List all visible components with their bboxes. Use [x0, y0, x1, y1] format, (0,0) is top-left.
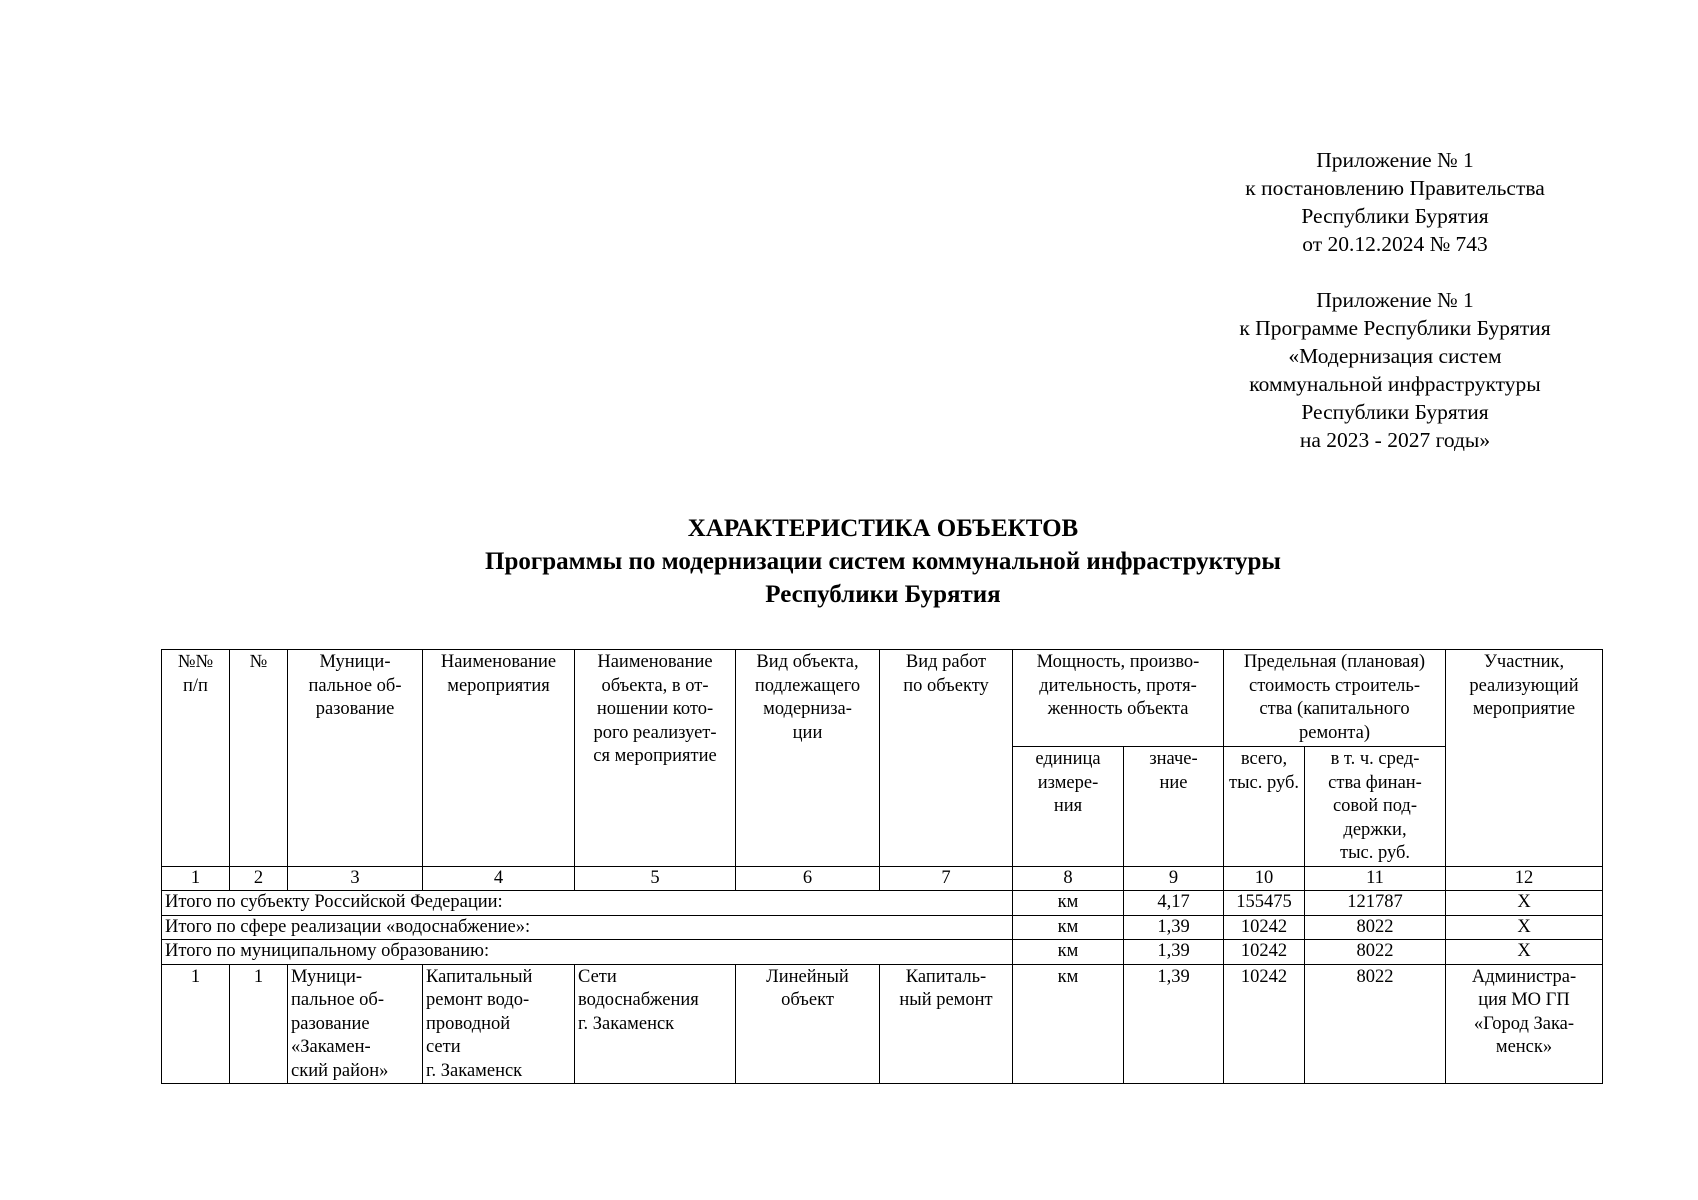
total-value: 4,17 — [1124, 891, 1224, 916]
appendix-line: на 2023 - 2027 годы» — [1299, 428, 1491, 452]
total-participant: Х — [1446, 940, 1603, 965]
document-title — [0, 512, 1698, 611]
header-cost-total: всего, тыс. руб. — [1224, 747, 1305, 867]
total-unit: км — [1013, 891, 1124, 916]
header-unit: единица измере- ния — [1013, 747, 1124, 867]
row-cost-total: 10242 — [1224, 964, 1305, 1084]
header-cost-support: в т. ч. сред- ства финан- совой под- держки, тыс. руб. — [1305, 747, 1446, 867]
header-work-type: Вид работ по объекту — [880, 650, 1013, 867]
appendix-note-program — [1205, 286, 1585, 454]
header-row-number: №№ п/п — [162, 650, 230, 867]
column-number: 12 — [1446, 866, 1603, 891]
total-row-federation — [162, 891, 1603, 916]
total-cost: 10242 — [1224, 915, 1305, 940]
row-municipality: Муници- пальное об- разование «Закамен- ский район» — [288, 964, 423, 1084]
column-number: 6 — [736, 866, 880, 891]
header-object-type: Вид объекта, подлежащего модерниза- ции — [736, 650, 880, 867]
appendix-line: от 20.12.2024 № 743 — [1302, 232, 1488, 256]
row-cost-support: 8022 — [1305, 964, 1446, 1084]
total-value: 1,39 — [1124, 940, 1224, 965]
column-number: 2 — [230, 866, 288, 891]
appendix-line: Республики Бурятия — [1301, 400, 1489, 424]
column-number: 5 — [575, 866, 736, 891]
header-municipality: Муници- пальное об- разование — [288, 650, 423, 867]
total-unit: км — [1013, 915, 1124, 940]
appendix-line: коммунальной инфраструктуры — [1249, 372, 1541, 396]
table-row — [162, 964, 1603, 1084]
appendix-line: Республики Бурятия — [1301, 204, 1489, 228]
total-support: 8022 — [1305, 915, 1446, 940]
column-number: 9 — [1124, 866, 1224, 891]
total-participant: Х — [1446, 915, 1603, 940]
appendix-line: к постановлению Правительства — [1245, 176, 1545, 200]
total-participant: Х — [1446, 891, 1603, 916]
total-label: Итого по субъекту Российской Федерации: — [162, 891, 1013, 916]
row-number: 1 — [162, 964, 230, 1084]
row-value: 1,39 — [1124, 964, 1224, 1084]
column-number: 4 — [423, 866, 575, 891]
appendix-note-resolution — [1205, 146, 1585, 258]
row-unit: км — [1013, 964, 1124, 1084]
header-object-name: Наименование объекта, в от- ношении кото- рого реализует- ся мероприятие — [575, 650, 736, 867]
total-cost: 10242 — [1224, 940, 1305, 965]
row-participant: Администра- ция МО ГП «Город Зака- менск» — [1446, 964, 1603, 1084]
row-work-type: Капиталь- ный ремонт — [880, 964, 1013, 1084]
total-cost: 155475 — [1224, 891, 1305, 916]
column-number: 7 — [880, 866, 1013, 891]
column-number: 3 — [288, 866, 423, 891]
appendix-line: к Программе Республики Бурятия — [1239, 316, 1551, 340]
row-event: Капитальный ремонт водо- проводной сети г. Закаменск — [423, 964, 575, 1084]
header-event-name: Наименование мероприятия — [423, 650, 575, 867]
row-sub-number: 1 — [230, 964, 288, 1084]
header-capacity-group: Мощность, произво- дительность, протя- женность объекта — [1013, 650, 1224, 747]
appendix-line: Приложение № 1 — [1316, 148, 1474, 172]
total-row-water-supply — [162, 915, 1603, 940]
column-number: 8 — [1013, 866, 1124, 891]
column-number-row — [162, 866, 1603, 891]
column-number: 10 — [1224, 866, 1305, 891]
total-row-municipality — [162, 940, 1603, 965]
title-line-2: Программы по модернизации систем коммунальной инфраструктуры — [485, 548, 1281, 575]
column-number: 1 — [162, 866, 230, 891]
header-participant: Участник, реализующий мероприятие — [1446, 650, 1603, 867]
title-line-3: Республики Бурятия — [765, 581, 1001, 608]
total-label: Итого по сфере реализации «водоснабжение»: — [162, 915, 1013, 940]
table-header-row — [162, 650, 1603, 747]
objects-table — [161, 649, 1603, 1084]
header-cost-group: Предельная (плановая) стоимость строитель- ства (капитального ремонта) — [1224, 650, 1446, 747]
column-number: 11 — [1305, 866, 1446, 891]
total-value: 1,39 — [1124, 915, 1224, 940]
title-line-1: ХАРАКТЕРИСТИКА ОБЪЕКТОВ — [687, 515, 1079, 542]
total-unit: км — [1013, 940, 1124, 965]
total-label: Итого по муниципальному образованию: — [162, 940, 1013, 965]
total-support: 121787 — [1305, 891, 1446, 916]
header-number: № — [230, 650, 288, 867]
row-object-type: Линейный объект — [736, 964, 880, 1084]
header-value: значе- ние — [1124, 747, 1224, 867]
row-object: Сети водоснабжения г. Закаменск — [575, 964, 736, 1084]
total-support: 8022 — [1305, 940, 1446, 965]
appendix-line: «Модернизация систем — [1288, 344, 1502, 368]
appendix-line: Приложение № 1 — [1316, 288, 1474, 312]
